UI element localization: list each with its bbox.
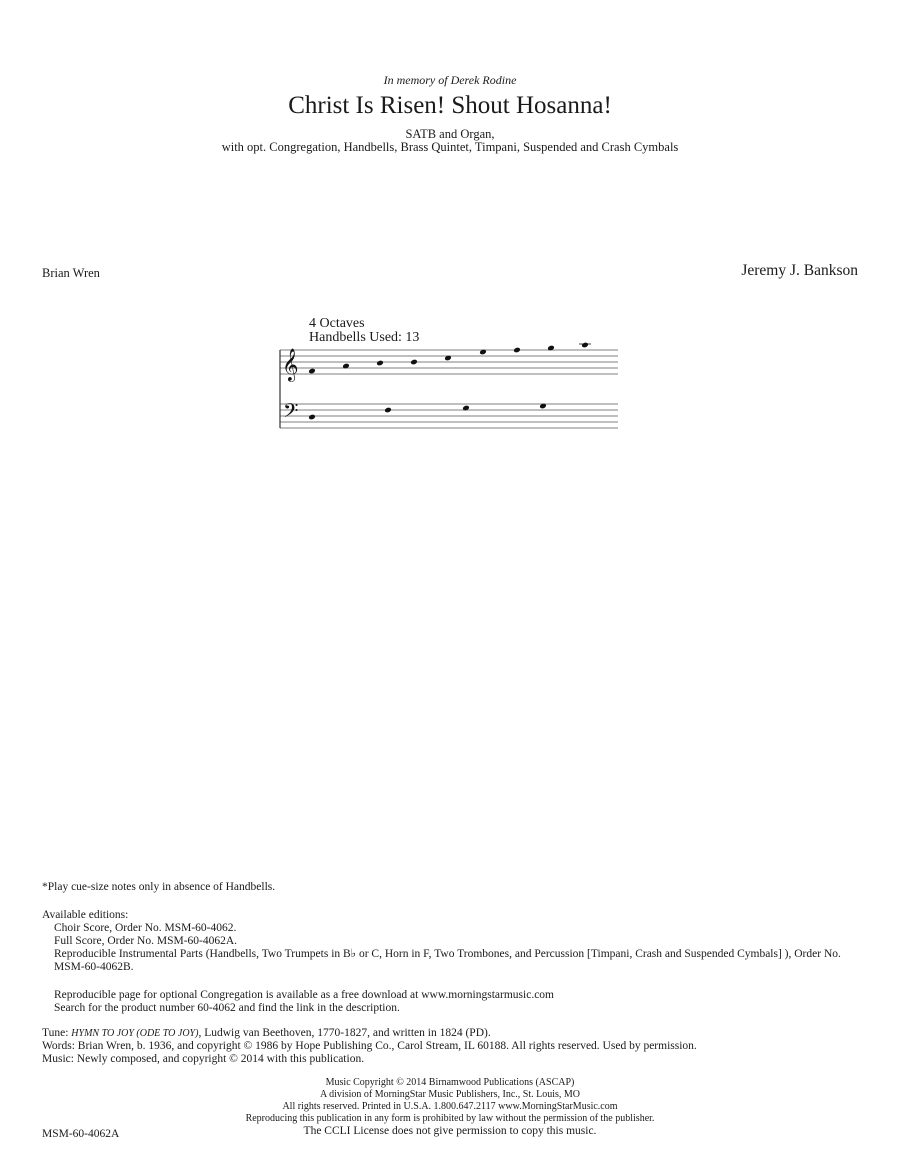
note-4: [410, 359, 418, 366]
tune-credit: [42, 1027, 491, 1040]
ccli-notice: The CCLI License does not give permission to copy this music.: [303, 1125, 597, 1137]
note-7: [513, 347, 521, 354]
treble-notes: [308, 342, 591, 375]
words-credit: Words: Brian Wren, b. 1936, and copyright © 1986 by Hope Publishing Co., Carol Stream, IL 60188. All rights reserved. Used by permission.: [42, 1040, 697, 1052]
instrumentation: with opt. Congregation, Handbells, Brass Quintet, Timpani, Suspended and Crash Cymbals: [221, 140, 679, 154]
note-9: [581, 342, 589, 349]
tune-label: Tune:: [42, 1027, 72, 1039]
dedication: In memory of Derek Rodine: [383, 73, 517, 87]
composer: Jeremy J. Bankson: [741, 262, 858, 279]
note-11: [384, 407, 392, 414]
tune-name: HYMN TO JOY (ODE TO JOY): [71, 1028, 199, 1039]
tune-details: , Ludwig van Beethoven, 1770-1827, and written in 1824 (PD).: [198, 1027, 491, 1039]
voicing: SATB and Organ,: [405, 127, 495, 141]
publisher-division: A division of MorningStar Music Publishers, Inc., St. Louis, MO: [319, 1089, 580, 1100]
treble-clef-icon: 𝄞: [282, 348, 299, 381]
publisher-copyright: Music Copyright © 2014 Birnamwood Publications (ASCAP): [325, 1077, 575, 1088]
bass-notes: [308, 403, 547, 421]
note-10: [308, 414, 316, 421]
reproduction-notice: Reproducing this publication in any form is prohibited by law without the permission of the publisher.: [245, 1113, 655, 1124]
edition-choir-score: Choir Score, Order No. MSM-60-4062.: [54, 922, 237, 934]
treble-staff-lines: [280, 350, 618, 374]
note-1: [308, 368, 316, 375]
product-search-note: Search for the product number 60-4062 and find the link in the description.: [54, 1002, 400, 1014]
edition-instrumental-parts: Reproducible Instrumental Parts (Handbells, Two Trumpets in B♭ or C, Horn in F, Two Trombones, and Percussion [Timpani, Crash and Suspended Cymbals] ), Order No. MSM-60-4062B.: [54, 948, 841, 974]
bass-staff-lines: [280, 404, 618, 428]
footnote: *Play cue-size notes only in absence of Handbells.: [42, 881, 276, 893]
publisher-contact: All rights reserved. Printed in U.S.A. 1.800.647.2117 www.MorningStarMusic.com: [282, 1101, 618, 1112]
bass-clef-icon: 𝄢: [283, 399, 299, 427]
handbells-used: Handbells Used: 13: [309, 330, 420, 345]
page-title: Christ Is Risen! Shout Hosanna!: [288, 92, 612, 119]
handbell-octaves: 4 Octaves: [309, 316, 365, 331]
note-3: [376, 360, 384, 367]
edition-full-score: Full Score, Order No. MSM-60-4062A.: [54, 935, 238, 947]
music-credit: Music: Newly composed, and copyright © 2014 with this publication.: [42, 1053, 365, 1065]
catalog-number: MSM-60-4062A: [42, 1128, 120, 1140]
text-author: Brian Wren: [42, 266, 100, 280]
congregation-download-note: Reproducible page for optional Congregation is available as a free download at www.morningstarmusic.com: [54, 989, 554, 1001]
available-editions-heading: Available editions:: [42, 909, 129, 921]
handbell-range-staff: [276, 340, 622, 432]
